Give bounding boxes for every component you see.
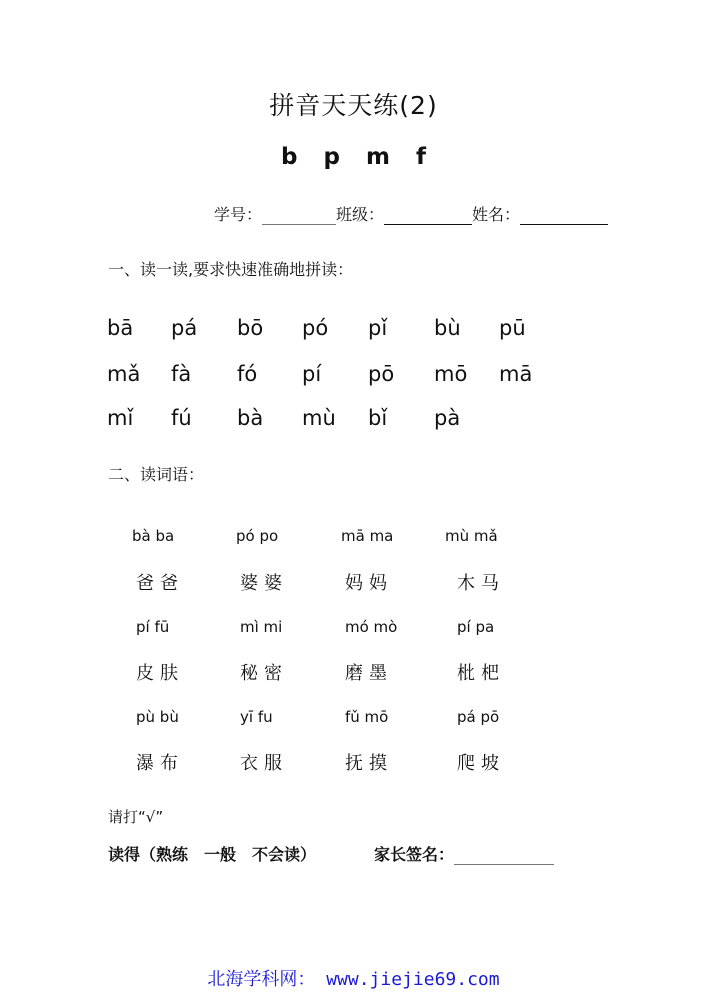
pinyin-syllable: fà <box>171 362 192 386</box>
name-label: 姓名： <box>472 205 521 224</box>
pinyin-syllable: pí <box>302 362 322 386</box>
class-field[interactable] <box>384 210 472 225</box>
word-hanzi: 磨墨 <box>345 663 393 684</box>
word-hanzi: 爬坡 <box>457 753 505 774</box>
student-number-field[interactable] <box>262 210 336 225</box>
page-title: 拼音天天练(2) <box>269 91 438 120</box>
pinyin-syllable: mā <box>499 362 533 386</box>
class-label: 班级： <box>336 205 385 224</box>
parent-signature-field[interactable] <box>454 850 554 865</box>
word-hanzi: 木马 <box>457 573 505 594</box>
word-pinyin: bà ba <box>132 527 175 545</box>
pinyin-syllable: mù <box>302 406 336 430</box>
pinyin-syllable: mǎ <box>107 362 141 386</box>
word-pinyin: mù mǎ <box>445 527 498 545</box>
pinyin-syllable: bǐ <box>368 406 388 430</box>
pinyin-syllable: bā <box>107 316 134 340</box>
pinyin-syllable: pǐ <box>368 316 388 340</box>
word-hanzi: 爸爸 <box>136 573 184 594</box>
pinyin-syllable: pō <box>368 362 395 386</box>
name-field[interactable] <box>520 210 608 225</box>
pinyin-syllable: pó <box>302 316 329 340</box>
parent-signature-row <box>374 842 554 865</box>
word-hanzi: 瀑布 <box>136 753 184 774</box>
word-pinyin: pí fū <box>136 618 170 636</box>
section1-heading: 一、读一读,要求快速准确地拼读： <box>108 260 354 279</box>
word-pinyin: yī fu <box>240 708 273 726</box>
pinyin-syllable: pà <box>434 406 461 430</box>
word-pinyin: mì mi <box>240 618 283 636</box>
word-hanzi: 秘密 <box>240 663 288 684</box>
site-watermark: 北海学科网： www.jiejie69.com <box>207 969 500 990</box>
pinyin-syllable: pū <box>499 316 526 340</box>
word-pinyin: fǔ mō <box>345 708 389 726</box>
pinyin-syllable: bù <box>434 316 461 340</box>
word-hanzi: 衣服 <box>240 753 288 774</box>
pinyin-syllable: fú <box>171 406 192 430</box>
word-hanzi: 妈妈 <box>345 573 393 594</box>
pinyin-syllable: bà <box>237 406 264 430</box>
pinyin-syllable: mō <box>434 362 468 386</box>
word-hanzi: 婆婆 <box>240 573 288 594</box>
parent-signature-label: 家长签名： <box>374 845 455 864</box>
pinyin-syllable: bō <box>237 316 264 340</box>
word-hanzi: 皮肤 <box>136 663 184 684</box>
word-pinyin: mó mò <box>345 618 398 636</box>
word-hanzi: 抚摸 <box>345 753 393 774</box>
word-hanzi: 枇杷 <box>457 663 505 684</box>
student-number-label: 学号： <box>214 205 263 224</box>
target-letters: b p m f <box>281 144 426 170</box>
student-info-row <box>214 202 608 225</box>
pinyin-syllable: pá <box>171 316 198 340</box>
word-pinyin: pù bù <box>136 708 179 726</box>
reading-level-options[interactable]: 读得（熟练 一般 不会读） <box>108 845 317 864</box>
pinyin-syllable: mǐ <box>107 406 134 430</box>
pinyin-syllable: fó <box>237 362 258 386</box>
word-pinyin: pá pō <box>457 708 500 726</box>
section2-heading: 二、读词语： <box>108 465 205 484</box>
word-pinyin: pí pa <box>457 618 495 636</box>
check-prompt: 请打“√” <box>108 808 164 826</box>
word-pinyin: pó po <box>236 527 279 545</box>
word-pinyin: mā ma <box>341 527 394 545</box>
